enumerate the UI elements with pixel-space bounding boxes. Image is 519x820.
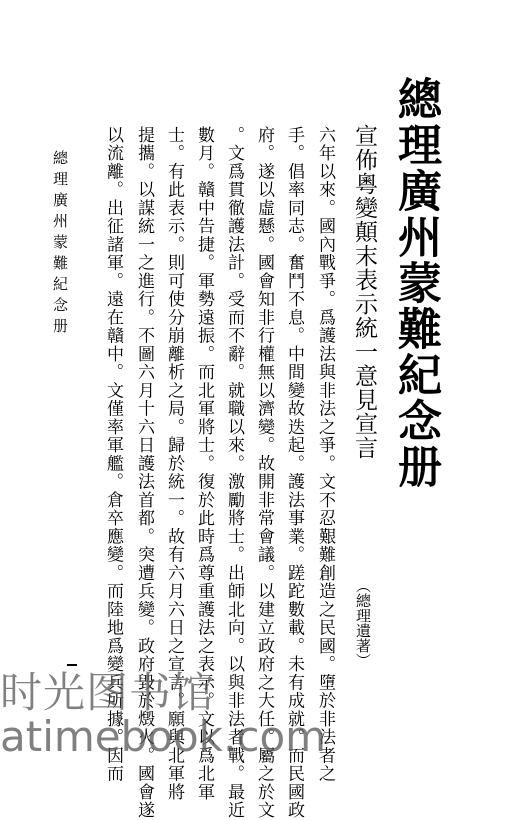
watermark-line-2: atimebook.com <box>0 712 327 761</box>
body-line-1: 六年以來。國內戰爭。爲護法與非法之爭。文不忍艱難創造之民國。墮於非法者之 <box>315 126 335 783</box>
document-title: 總理廣州蒙難紀念册 <box>390 76 441 490</box>
declaration-title: 宣佈粵變顛末表示統一意見宣言 <box>351 124 377 460</box>
body-line-4: 。文爲貫徹護法計。受而不辭。就職以來。激勵將士。出師北向。以與非法者戰。最近 <box>224 126 244 820</box>
body-line-3: 府。遂以虛懸。國會知非行權無以濟變。故開非常會議。以建立政府之大任。屬之於文 <box>254 126 274 820</box>
body-line-6: 士。有此表示。則可使分崩離析之局。歸於統一。故有六月六日之宣言。願與北軍將 <box>164 126 184 802</box>
body-line-5: 數月。贛中告捷。軍勢遠振。而北軍將士。復於此時爲尊重護法之表示。文以爲北軍 <box>194 126 214 802</box>
side-running-title: 總理廣州蒙難紀念册 <box>51 150 69 339</box>
body-line-8: 以流離。出征諸軍。遠在贛中。文僅率軍艦。倉卒應變。而陸地爲變兵所據。因而 <box>103 126 123 783</box>
body-line-2: 手。倡率同志。奮鬥不息。中間變故迭起。護法事業。蹉跎數載。未有成就。而民國政 <box>284 126 304 820</box>
body-line-7: 提攜。以謀統一之進行。不圖六月十六日護法首都。突遭兵變。政府毀於燬火。國會遂 <box>134 126 154 820</box>
watermark-line-1: 时光图书馆 <box>0 668 216 717</box>
author-note: （總理遺著） <box>354 578 372 668</box>
